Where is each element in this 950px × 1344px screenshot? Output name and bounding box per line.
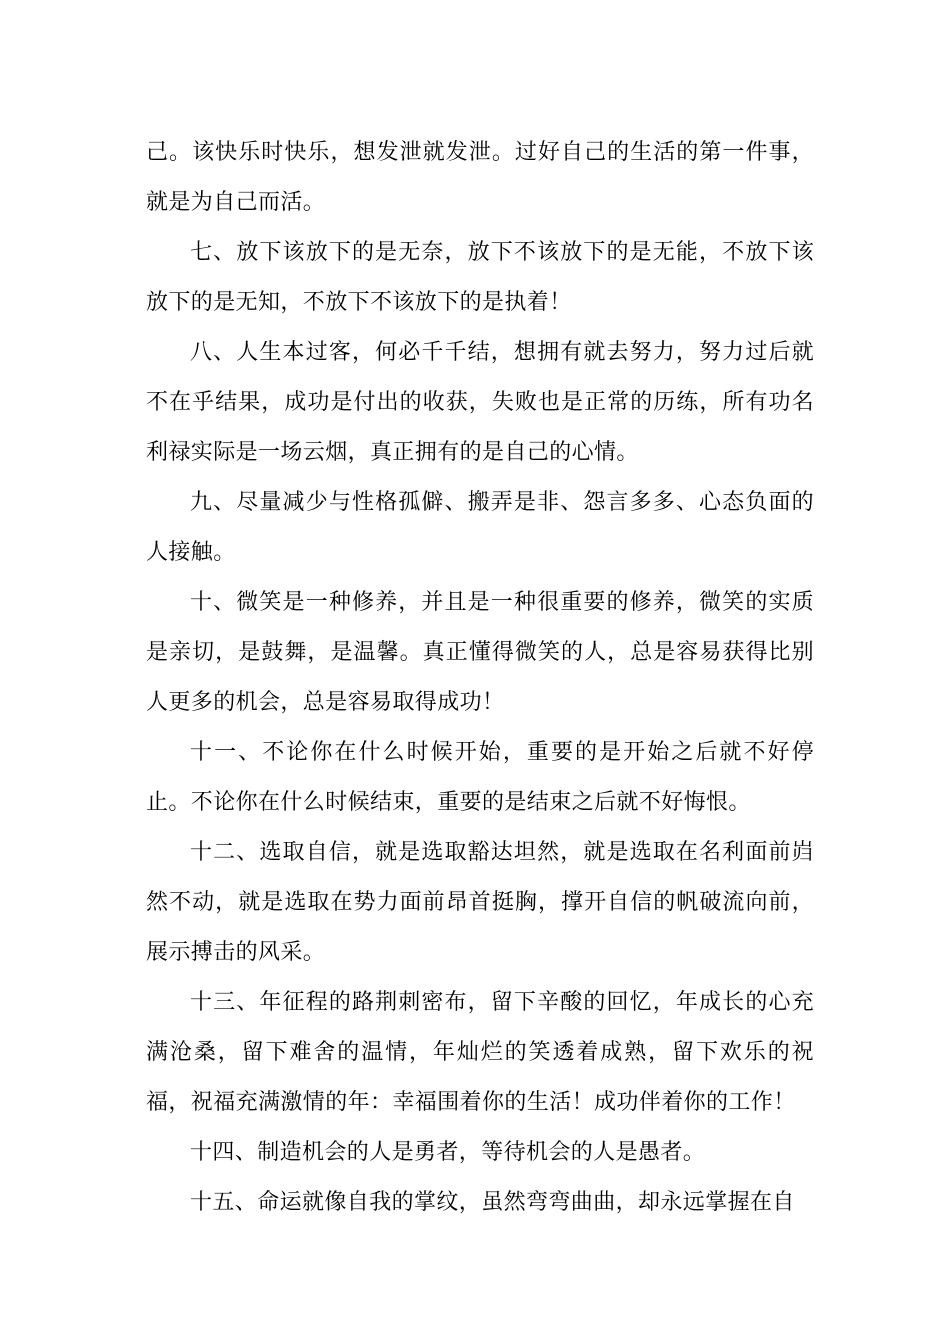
paragraph-item-11: 十一、不论你在什么时候开始，重要的是开始之后就不好停止。不论你在什么时候结束，重要的是结束之后就不好悔恨。 <box>146 740 814 815</box>
paragraph-continuation: 己。该快乐时快乐，想发泄就发泄。过好自己的生活的第一件事，就是为自己而活。 <box>146 140 814 215</box>
paragraph-item-13: 十三、年征程的路荆刺密布，留下辛酸的回忆，年成长的心充满沧桑，留下难舍的温情，年灿烂的笑透着成熟，留下欢乐的祝福，祝福充满激情的年：幸福围着你的生活！成功伴着你的工作！ <box>146 990 814 1115</box>
paragraph-item-8: 八、人生本过客，何必千千结，想拥有就去努力，努力过后就不在乎结果，成功是付出的收获，失败也是正常的历练，所有功名利禄实际是一场云烟，真正拥有的是自己的心情。 <box>146 340 814 465</box>
paragraph-item-14: 十四、制造机会的人是勇者，等待机会的人是愚者。 <box>190 1140 706 1165</box>
paragraph-item-12: 十二、选取自信，就是选取豁达坦然，就是选取在名利面前岿然不动，就是选取在势力面前昂首挺胸，撑开自信的帆破流向前，展示搏击的风采。 <box>146 840 814 965</box>
paragraph-item-9: 九、尽量减少与性格孤僻、搬弄是非、怨言多多、心态负面的人接触。 <box>146 490 814 565</box>
paragraph-item-10: 十、微笑是一种修养，并且是一种很重要的修养，微笑的实质是亲切，是鼓舞，是温馨。真正懂得微笑的人，总是容易获得比别人更多的机会，总是容易取得成功！ <box>146 590 814 715</box>
document-body <box>146 128 814 1228</box>
paragraph-item-7: 七、放下该放下的是无奈，放下不该放下的是无能，不放下该放下的是无知，不放下不该放下的是执着！ <box>146 240 814 315</box>
paragraph-item-15: 十五、命运就像自我的掌纹，虽然弯弯曲曲，却永远掌握在自 <box>190 1190 795 1215</box>
